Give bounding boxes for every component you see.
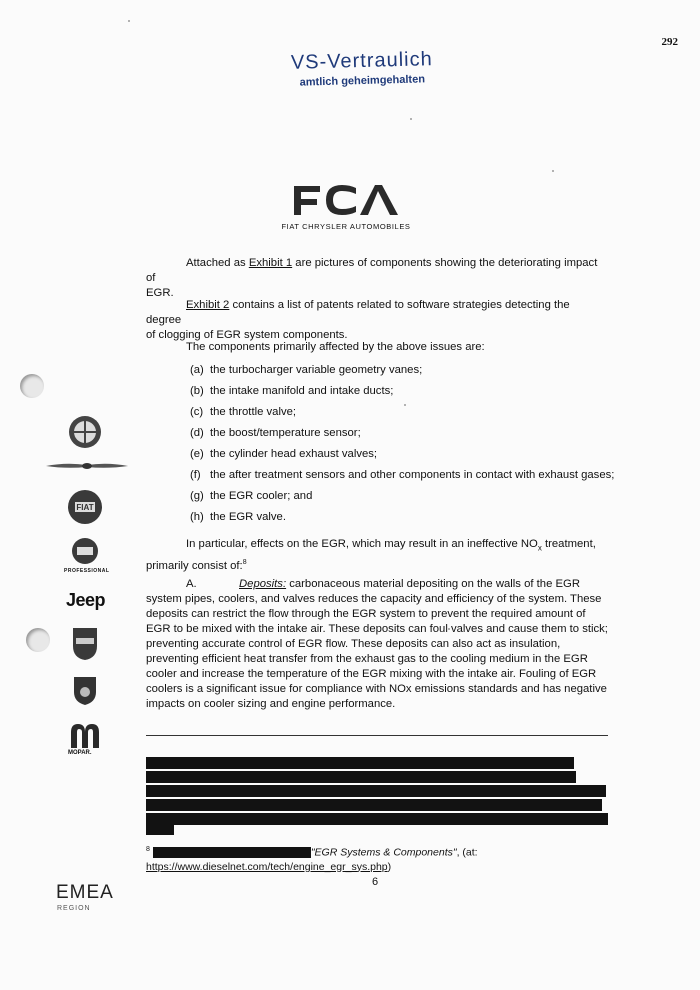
paragraph-components-intro: [146, 340, 608, 355]
redaction-bar: [146, 771, 576, 783]
list-item-label: (e): [190, 448, 204, 460]
list-item-label: (b): [190, 385, 204, 397]
paragraph-exhibit-1: [146, 256, 608, 301]
jeep-logo-icon: Jeep: [66, 590, 106, 610]
document-page-number: 6: [372, 876, 379, 888]
footnote-reference[interactable]: 8: [242, 559, 247, 567]
fca-logo-icon: [290, 182, 402, 218]
redaction-bar: [146, 823, 174, 835]
list-item-text: the after treatment sensors and other components in contact with exhaust gases;: [210, 469, 615, 481]
list-item-text: the boost/temperature sensor;: [210, 427, 361, 439]
list-item: [190, 490, 312, 502]
redaction-bar: [146, 785, 606, 797]
paragraph-text: treatment,: [541, 538, 596, 550]
exhibit-1-link[interactable]: Exhibit 1: [248, 257, 293, 269]
alfa-romeo-logo-icon: [67, 414, 103, 450]
section-a-deposits: [146, 577, 608, 712]
list-item-label: (h): [190, 511, 204, 523]
exhibit-2-link[interactable]: Exhibit 2: [186, 299, 230, 311]
brand-caption: PROFESSIONAL: [64, 568, 110, 574]
chrysler-wings-logo-icon: [46, 460, 128, 472]
footnote-redaction: [153, 847, 311, 858]
punch-hole: [26, 628, 50, 652]
list-item-label: (f): [190, 469, 201, 481]
paragraph-text: EGR.: [146, 287, 174, 299]
footnote-url-link[interactable]: https://www.dieselnet.com/tech/engine_egr_sys.php: [146, 860, 388, 873]
list-item-text: the EGR cooler; and: [210, 490, 313, 502]
list-item-text: the intake manifold and intake ducts;: [210, 385, 394, 397]
footnote: [146, 843, 586, 874]
list-item-text: the EGR valve.: [210, 511, 286, 523]
footnote-title: "EGR Systems & Components": [310, 846, 457, 859]
abarth-logo-icon: [70, 674, 100, 706]
paragraph-text: of clogging of EGR system components.: [146, 329, 348, 341]
paragraph-text: are pictures of components showing the deteriorating impact of: [146, 257, 598, 284]
paragraph-text: The components primarily affected by the above issues are:: [186, 341, 485, 353]
list-item: [190, 406, 296, 418]
paragraph-text: primarily consist of:: [146, 560, 243, 573]
paragraph-effects: [146, 537, 608, 574]
footer-brand-sub: REGION: [57, 905, 91, 912]
company-name: FIAT CHRYSLER AUTOMOBILES: [281, 222, 411, 231]
scan-speck: [552, 170, 554, 172]
list-item: [190, 448, 377, 460]
scan-speck: [410, 118, 412, 120]
punch-hole: [20, 374, 44, 398]
page-number: 292: [661, 36, 678, 48]
section-text: carbonaceous material depositing on the walls of the EGR system pipes, coolers, and valves reduces the capacity and efficiency of the system. These deposits can restrict the flow through the EGR system to prevent the required amount of EGR to be mixed with the intake air. These deposits can foul valves and cause them to stick; preventing accurate control of EGR flow. These deposits can also act as insulation, preventing efficient heat transfer from the exhaust gas to the cooling medium in the EGR cooler and increase the temperature of the EGR mixing with the intake air. Fouling of EGR coolers is a significant issue for compliance with NOx emissions standards and has negative impacts on cooler sizing and engine performance.: [146, 578, 608, 710]
fiat-logo-icon: [66, 488, 104, 526]
paragraph-exhibit-2: [146, 298, 608, 343]
stamp-line-1: VS-Vertraulich: [290, 48, 433, 74]
list-item-label: (c): [190, 406, 204, 418]
stamp-line-2: amtlich geheimgehalten: [299, 73, 426, 89]
footnote-number: 8: [146, 846, 150, 853]
nox-subscript: x: [537, 543, 542, 553]
mopar-logo-icon: [69, 722, 101, 748]
scan-speck: [404, 404, 406, 406]
list-item: [190, 364, 422, 376]
paragraph-text: contains a list of patents related to software strategies detecting the degree: [146, 299, 570, 326]
footer-brand-name: EMEA: [56, 882, 114, 903]
list-item-text: the cylinder head exhaust valves;: [210, 448, 378, 460]
section-title: Deposits:: [239, 578, 287, 590]
list-item-label: (d): [190, 427, 204, 439]
list-item-text: the throttle valve;: [210, 406, 297, 418]
list-item-label: (a): [190, 364, 204, 376]
redaction-bar: [146, 757, 574, 769]
list-item: [190, 385, 393, 397]
paragraph-text: In particular, effects on the EGR, which may result in an ineffective NO: [186, 538, 538, 550]
footnote-separator: [146, 735, 608, 736]
list-item: [190, 427, 361, 439]
footnote-text: ): [387, 860, 392, 873]
redaction-bar: [146, 799, 602, 811]
footnote-text: , (at:: [456, 846, 478, 859]
paragraph-text: Attached as: [186, 257, 249, 269]
lancia-logo-icon: [67, 624, 103, 662]
scan-speck: [128, 20, 130, 22]
brand-caption: MOPAR.: [68, 750, 92, 756]
list-item-label: (g): [190, 490, 204, 502]
classification-stamp: [262, 47, 463, 89]
fiat-professional-logo-icon: [70, 536, 100, 566]
list-item: [190, 469, 614, 481]
section-label: A.: [186, 578, 197, 590]
svg-text:FIAT: FIAT: [76, 503, 94, 512]
redaction-bar: [146, 813, 608, 825]
list-item: [190, 511, 286, 523]
list-item-text: the turbocharger variable geometry vanes;: [210, 364, 423, 376]
